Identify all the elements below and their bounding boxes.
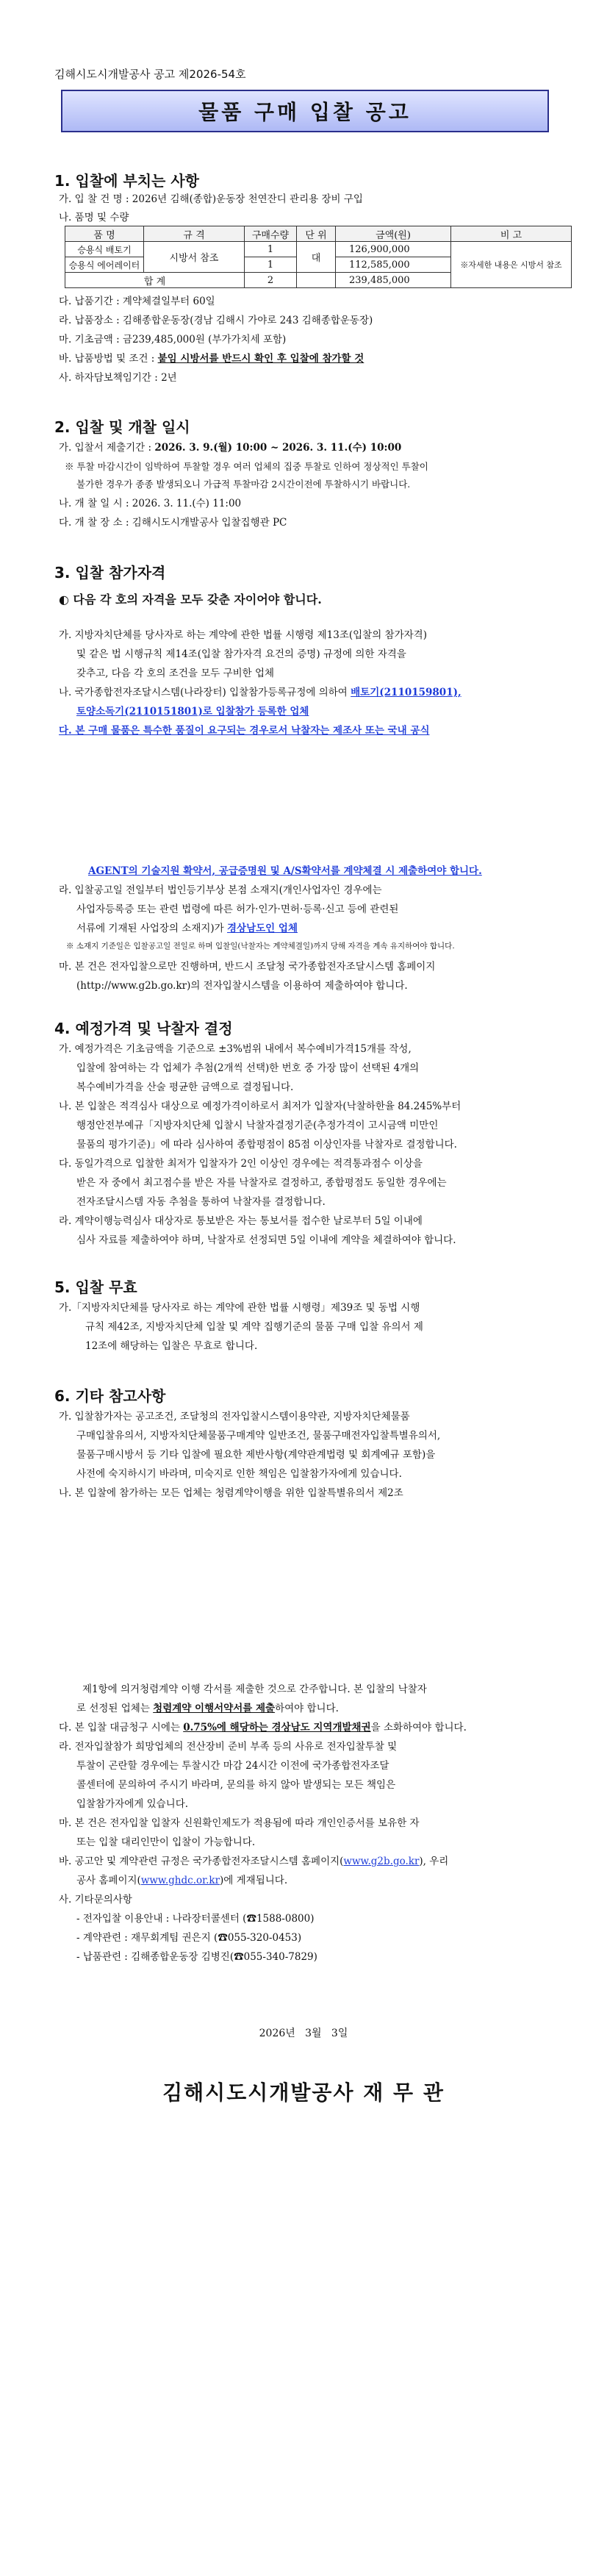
total-amount: 239,485,000	[336, 273, 451, 288]
eligibility-d-note: ※ 소재지 기준일은 입찰공고일 전일로 하며 입찰일(낙찰자는 계약체결일)까지 당해 자격을 계속 유지하여야 합니다.	[66, 942, 455, 951]
eligibility-lead: ◐ 다음 각 호의 자격을 모두 갖춘 자이어야 합니다.	[59, 593, 322, 607]
contact-item: - 전자입찰 이용안내 : 나라장터콜센터 (☎1588-0800)	[76, 1913, 315, 1925]
misc-a-cont: 물품구매시방서 등 기타 입찰에 필요한 제반사항(계약관계법령 및 회계예규 포함)을	[76, 1449, 436, 1461]
table-header-row	[65, 226, 572, 242]
bid-name: 가. 입 찰 건 명 : 2026년 김해(종합)운동장 천연잔디 관리용 장비 구입	[59, 193, 363, 205]
misc-b-cont	[76, 1703, 339, 1714]
section-4-heading: 4. 예정가격 및 낙찰자 결정	[54, 1020, 233, 1037]
item-table	[65, 226, 572, 288]
price-b-cont: 행정안전부예규「지방자치단체 입찰시 낙찰자결정기준(추정가격이 고시금액 미만인	[76, 1120, 439, 1131]
section-3-heading: 3. 입찰 참가자격	[54, 564, 166, 582]
notice-date: 2026년 3월 3일	[259, 2028, 348, 2039]
issuer-signature: 김해시도시개발공사 재 무 관	[162, 2081, 445, 2105]
item-amount: 126,900,000	[336, 242, 451, 257]
misc-d-cont: 입찰참가자에게 있습니다.	[76, 1798, 189, 1810]
col-header: 단 위	[297, 226, 336, 242]
warranty-period: 사. 하자담보책임기간 : 2년	[59, 372, 177, 384]
eligibility-d: 라. 입찰공고일 전일부터 법인등기부상 본점 소재지(개인사업자인 경우에는	[59, 884, 382, 896]
eligibility-b-code: 배토기(2110159801),	[351, 687, 461, 698]
price-a-cont: 복수예비가격을 산술 평균한 금액으로 결정됩니다.	[76, 1081, 294, 1093]
invalid-a: 가.「지방자치단체를 당사자로 하는 계약에 관한 법률 시행령」제39조 및 동법 시행	[59, 1302, 420, 1314]
table-row	[65, 242, 572, 257]
eligibility-e-cont: (http://www.g2b.go.kr)의 전자입찰시스템을 이용하여 제출하여야 합니다.	[76, 980, 408, 992]
misc-f-cont	[76, 1875, 287, 1886]
bid-period-value: 2026. 3. 9.(월) 10:00 ~ 2026. 3. 11.(수) 10:00	[154, 442, 402, 454]
delivery-method-label: 바. 납품방법 및 조건 :	[59, 353, 158, 365]
eligibility-e: 마. 본 건은 전자입찰으로만 진행하며, 반드시 조달청 국가종합전자조달시스템 홈페이지	[59, 961, 436, 973]
total-label: 합 계	[65, 273, 245, 288]
col-header: 금액(원)	[336, 226, 451, 242]
eligibility-b-text: 나. 국가종합전자조달시스템(나라장터) 입찰참가등록규정에 의하여	[59, 687, 351, 698]
misc-b: 나. 본 입찰에 참가하는 모든 업체는 청렴계약이행을 위한 입찰특별유의서 제2조	[59, 1487, 403, 1499]
section-2-heading: 2. 입찰 및 개찰 일시	[54, 418, 190, 436]
item-amount: 112,585,000	[336, 257, 451, 273]
misc-d-cont: 콜센터에 문의하여 주시기 바라며, 문의를 하지 않아 발생되는 모든 책임은	[76, 1779, 396, 1791]
misc-f-cont-end: )에 게재됩니다.	[220, 1875, 288, 1886]
eligibility-b	[59, 687, 461, 698]
price-c-cont: 받은 자 중에서 최고점수를 받은 자를 낙찰자로 결정하고, 종합평점도 동일한 경우에는	[76, 1177, 447, 1189]
misc-c-text-end: 을 소화하여야 합니다.	[370, 1722, 467, 1734]
misc-e: 마. 본 건은 전자입찰 입찰자 신원확인제도가 적용됨에 따라 개인인증서를 보유한 자	[59, 1817, 420, 1829]
misc-d: 라. 전자입찰참가 희망업체의 전산장비 준비 부족 등의 사유로 전자입찰투찰 및	[59, 1741, 398, 1753]
misc-c-text: 다. 본 입찰 대금청구 시에는	[59, 1722, 184, 1734]
misc-e-cont: 또는 입찰 대리인만이 입찰이 가능합니다.	[76, 1836, 256, 1848]
misc-f-text-end: ), 우리	[419, 1856, 449, 1867]
notice-number: 김해시도시개발공사 공고 제2026-54호	[54, 68, 246, 81]
page-title: 물품 구매 입찰 공고	[198, 100, 412, 124]
delivery-condition: 붙임 시방서를 반드시 확인 후 입찰에 참가할 것	[157, 353, 364, 365]
item-qty-label: 나. 품명 및 수량	[59, 212, 129, 223]
misc-f-text: 바. 공고안 및 계약관련 규정은 국가종합전자조달시스템 홈페이지(	[59, 1856, 344, 1867]
misc-a-cont: 사전에 숙지하시기 바라며, 미숙지로 인한 책임은 입찰참가자에게 있습니다.	[76, 1468, 402, 1480]
total-unit	[297, 273, 336, 288]
delivery-place: 라. 납품장소 : 김해종합운동장(경남 김해시 가야로 243 김해종합운동장)	[59, 315, 373, 326]
price-d-cont: 심사 자료를 제출하여야 하며, 낙찰자로 선정되면 5일 이내에 계약을 체결하여야 합니다.	[76, 1234, 456, 1246]
bid-period-label: 가. 입찰서 제출기간 :	[59, 442, 155, 454]
section-6-heading: 6. 기타 참고사항	[54, 1387, 166, 1405]
bid-note-cont: 불가한 경우가 종종 발생되오니 가급적 투찰마감 2시간이전에 투찰하시기 바랍니다.	[76, 479, 411, 490]
item-name: 승용식 배토기	[65, 242, 144, 257]
eligibility-a: 가. 지방자치단체를 당사자로 하는 계약에 관한 법률 시행령 제13조(입찰의 참가자격)	[59, 629, 427, 641]
item-unit: 대	[297, 242, 336, 273]
misc-b-text: 로 선정된 업체는	[76, 1703, 154, 1714]
misc-a: 가. 입찰참가자는 공고조건, 조달청의 전자입찰시스템이용약관, 지방자치단체물품	[59, 1411, 410, 1423]
bid-period	[59, 442, 401, 454]
g2b-link[interactable]: www.g2b.go.kr	[343, 1856, 420, 1867]
eligibility-c-cont: AGENT의 기술지원 확약서, 공급증명원 및 A/S확약서를 계약체결 시 제출하여야 합니다.	[88, 865, 482, 877]
bid-note: ※ 투찰 마감시간이 임박하여 투찰할 경우 여러 업체의 집중 투찰로 인하여 정상적인 투찰이	[65, 461, 428, 472]
eligibility-d-region: 경상남도인 업체	[227, 923, 298, 934]
col-header: 규 격	[144, 226, 245, 242]
total-qty: 2	[245, 273, 297, 288]
eligibility-d-cont: 사업자등록증 또는 관련 법령에 따른 허가·인가·면허·등록·신고 등에 관련된	[76, 904, 399, 915]
misc-f	[59, 1856, 448, 1867]
integrity-pledge: 청렴계약 이행서약서를 제출	[153, 1703, 276, 1714]
item-spec: 시방서 참조	[144, 242, 245, 273]
misc-c	[59, 1722, 467, 1734]
invalid-a-cont: 12조에 해당하는 입찰은 무효로 합니다.	[85, 1340, 258, 1352]
price-d: 라. 계약이행능력심사 대상자로 통보받은 자는 통보서를 접수한 날로부터 5일 이내에	[59, 1215, 423, 1227]
misc-g: 사. 기타문의사항	[59, 1894, 132, 1906]
delivery-period: 다. 납품기간 : 계약체결일부터 60일	[59, 296, 215, 307]
price-c-cont: 전자조달시스템 자동 추첨을 통하여 낙찰자를 결정합니다.	[76, 1196, 326, 1208]
price-a: 가. 예정가격은 기초금액을 기준으로 ±3%범위 내에서 복수예비가격15개를 작성,	[59, 1043, 412, 1055]
opening-datetime: 나. 개 찰 일 시 : 2026. 3. 11.(수) 11:00	[59, 498, 242, 509]
item-qty: 1	[245, 257, 297, 273]
delivery-method	[59, 353, 364, 365]
opening-place: 다. 개 찰 장 소 : 김해시도시개발공사 입찰집행관 PC	[59, 517, 287, 529]
contact-item: - 납품관련 : 김해종합운동장 김병진(☎055-340-7829)	[76, 1951, 317, 1963]
misc-b-cont: 제1항에 의거청렴계약 이행 각서를 제출한 것으로 간주합니다. 본 입찰의 낙찰자	[82, 1684, 427, 1695]
title-banner	[61, 90, 549, 132]
eligibility-a-cont: 갖추고, 다음 각 호의 조건을 모두 구비한 업체	[76, 668, 275, 679]
misc-a-cont: 구매입찰유의서, 지방자치단체물품구매계약 일반조건, 물품구매전자입찰특별유의서,	[76, 1430, 441, 1442]
contact-item: - 계약관련 : 재무회계팀 권은지 (☎055-320-0453)	[76, 1932, 302, 1944]
ghdc-link[interactable]: www.ghdc.or.kr	[140, 1875, 220, 1886]
item-note: ※자세한 내용은 시방서 참조	[451, 242, 572, 288]
misc-f-cont-text: 공사 홈페이지(	[76, 1875, 141, 1886]
col-header: 구매수량	[245, 226, 297, 242]
col-header: 품 명	[65, 226, 144, 242]
eligibility-a-cont: 및 같은 법 시행규칙 제14조(입찰 참가자격 요건의 증명) 규정에 의한 자격을	[76, 648, 406, 660]
eligibility-b-code-cont: 토양소독기(2110151801)로 입찰참가 등록한 업체	[76, 706, 309, 718]
section-5-heading: 5. 입찰 무효	[54, 1278, 137, 1296]
price-a-cont: 입찰에 참여하는 각 업체가 추첨(2개씩 선택)한 번호 중 가장 많이 선택된 4개의	[76, 1062, 420, 1074]
regional-bond: 0.75%에 해당하는 경상남도 지역개발채권	[183, 1722, 371, 1734]
eligibility-d-cont	[76, 923, 298, 934]
eligibility-d-text: 서류에 기재된 사업장의 소재지)가	[76, 923, 228, 934]
price-b-cont: 물품의 평가기준)」에 따라 심사하여 종합평점이 85점 이상인자를 낙찰자로 결정합니다.	[76, 1139, 457, 1151]
price-c: 다. 동일가격으로 입찰한 최저가 입찰자가 2인 이상인 경우에는 적격통과점수 이상을	[59, 1158, 423, 1170]
base-amount: 마. 기초금액 : 금239,485,000원 (부가가치세 포함)	[59, 334, 287, 346]
misc-b-text-end: 하여야 합니다.	[275, 1703, 339, 1714]
item-qty: 1	[245, 242, 297, 257]
section-1-heading: 1. 입찰에 부치는 사항	[54, 172, 199, 190]
col-header: 비 고	[451, 226, 572, 242]
item-name: 승용식 에어레이터	[65, 257, 144, 273]
invalid-a-cont: 규칙 제42조, 지방자치단체 입찰 및 계약 집행기준의 물품 구매 입찰 유의서 제	[85, 1321, 423, 1333]
price-b: 나. 본 입찰은 적격심사 대상으로 예정가격이하로서 최저가 입찰자(낙찰하한율 84.245%부터	[59, 1101, 461, 1112]
misc-d-cont: 투찰이 곤란할 경우에는 투찰시간 마감 24시간 이전에 국가종합전자조달	[76, 1760, 389, 1772]
eligibility-c: 다. 본 구매 물품은 특수한 품질이 요구되는 경우로서 낙찰자는 제조사 또는 국내 공식	[59, 725, 430, 737]
